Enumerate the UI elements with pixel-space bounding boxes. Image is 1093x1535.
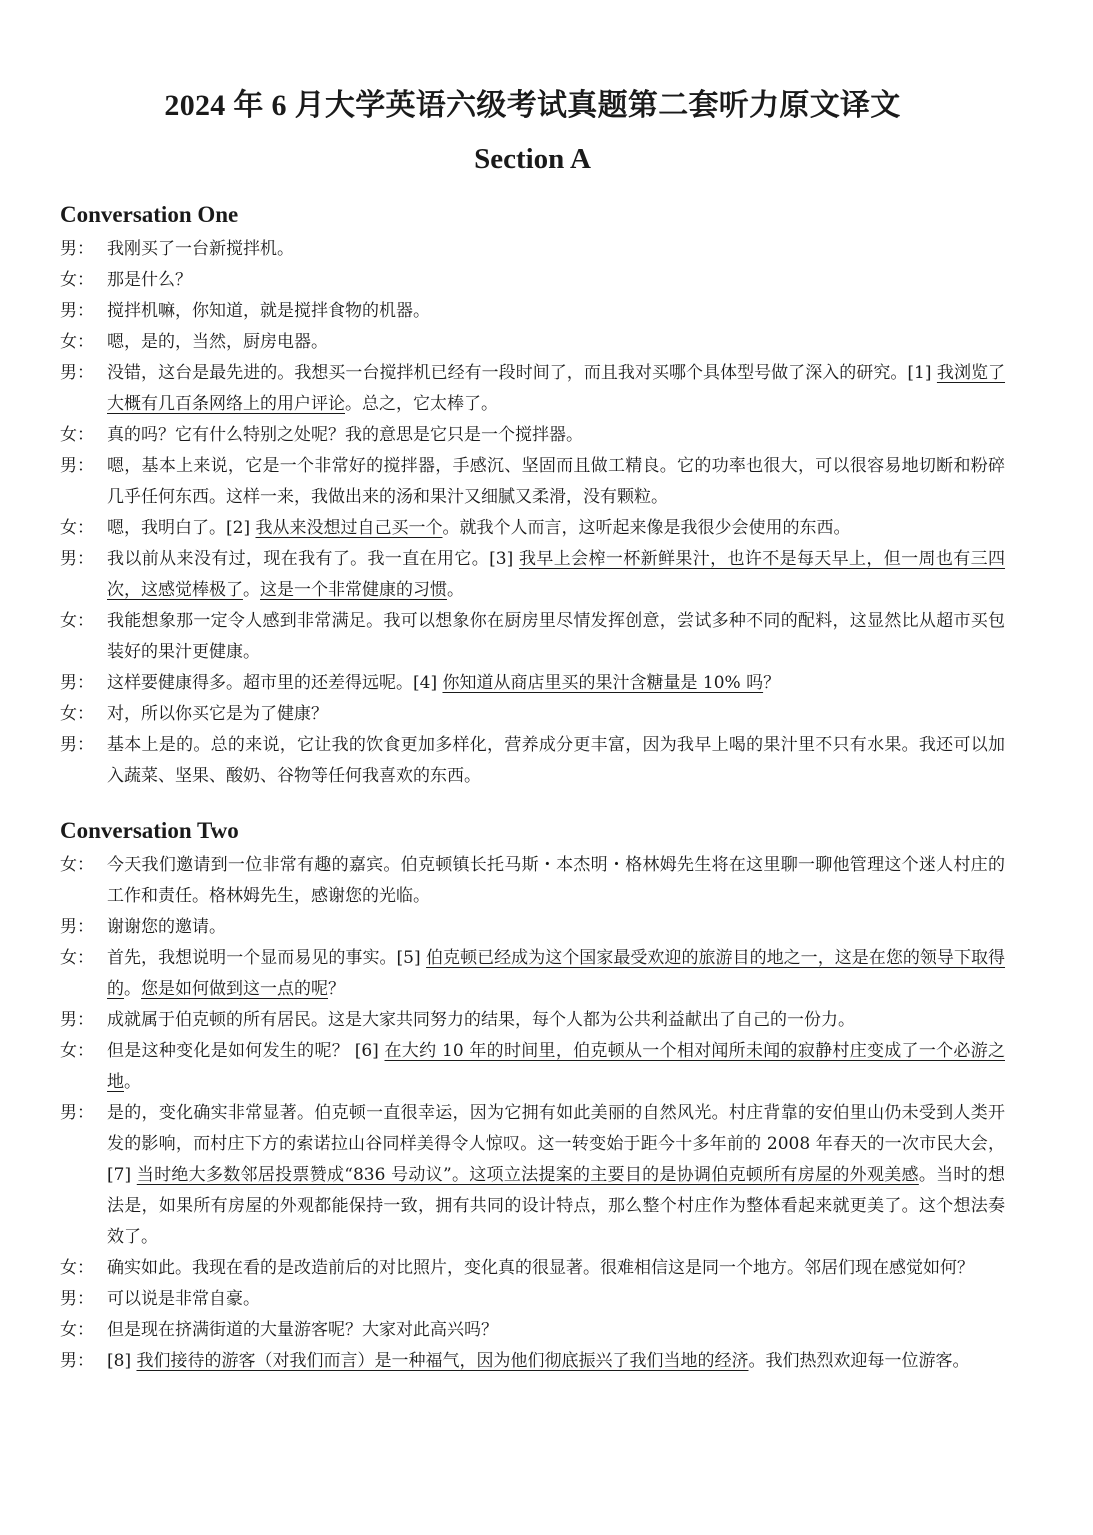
dialogue-line [60, 1098, 1005, 1253]
speaker-label: 女： [60, 332, 94, 352]
text-segment: ？ [763, 673, 781, 693]
text-segment: [8] [107, 1351, 137, 1371]
speaker-label: 女： [60, 855, 94, 875]
dialogue-text [107, 234, 1005, 265]
speaker-label: 男： [60, 549, 94, 569]
dialogue-text [107, 1036, 1005, 1098]
text-segment: 我刚买了一台新搅拌机。 [107, 239, 294, 259]
text-segment: 。 [124, 1072, 141, 1092]
text-segment: 。 [447, 580, 464, 600]
answer-underline: 这是一个非常健康的习惯 [260, 580, 447, 600]
text-segment: 没错，这台是最先进的。我想买一台搅拌机已经有一段时间了，而且我对买哪个具体型号做了深入的研究。[1] [107, 363, 937, 383]
dialogue-text [107, 1346, 1005, 1377]
answer-underline: 我浏览了大概有几百条网络上的用户评论 [107, 363, 1006, 414]
speaker-label: 男： [60, 456, 94, 476]
text-segment: 可以说是非常自豪。 [107, 1289, 260, 1309]
dialogue-text [107, 451, 1005, 513]
dialogue-text [107, 1284, 1005, 1315]
speaker-label: 男： [60, 673, 94, 693]
dialogue-line [60, 606, 1005, 668]
dialogue-text [107, 730, 1005, 792]
conversation-block [60, 814, 1005, 1377]
speaker-label: 男： [60, 1103, 94, 1123]
conversation-heading: Conversation One [60, 202, 239, 227]
speaker-label: 女： [60, 270, 94, 290]
dialogue-text [107, 544, 1005, 606]
dialogue-text [107, 358, 1005, 420]
dialogue-line [60, 850, 1005, 912]
dialogue-line [60, 327, 1005, 358]
speaker-label: 女： [60, 1041, 94, 1061]
speaker-label: 女： [60, 1258, 94, 1278]
dialogue-text [107, 513, 1005, 544]
dialogue-line [60, 1253, 1005, 1284]
text-segment: 是的，变化确实非常显著。伯克顿一直很幸运，因为它拥有如此美丽的自然风光。村庄背靠的安伯里山仍未受到人类开发的影响，而村庄下方的索诺拉山谷同样美得令人惊叹。这一转变始于距今十多年前的 2008 年春天的一次市民大会，[7] [107, 1103, 1005, 1185]
text-segment: 我能想象那一定令人感到非常满足。我可以想象你在厨房里尽情发挥创意，尝试多种不同的配料，这显然比从超市买包装好的果汁更健康。 [107, 611, 1005, 662]
text-segment: 但是这种变化是如何发生的呢？ [6] [107, 1041, 385, 1061]
dialogue-text [107, 912, 1005, 943]
text-segment: 我以前从来没有过，现在我有了。我一直在用它。[3] [107, 549, 520, 569]
conversations [60, 198, 1005, 1377]
dialogue-line [60, 668, 1005, 699]
answer-underline: 你知道从商店里买的果汁含糖量是 10% 吗 [442, 673, 764, 693]
text-segment: 。总之，它太棒了。 [345, 394, 498, 414]
answer-underline: 我从来没想过自己买一个 [255, 518, 443, 538]
dialogue-line [60, 451, 1005, 513]
text-segment: 确实如此。我现在看的是改造前后的对比照片，变化真的很显著。很难相信这是同一个地方。邻居们现在感觉如何？ [107, 1258, 974, 1278]
answer-underline: 伯克顿已经成为这个国家最受欢迎的旅游目的地之一，这是在您的领导下取得的 [107, 948, 1006, 999]
dialogue-text [107, 1098, 1005, 1253]
conversation-heading: Conversation Two [60, 818, 239, 843]
dialogue-text [107, 1253, 1005, 1284]
answer-underline: 您是如何做到这一点的呢 [141, 979, 328, 999]
dialogue-line [60, 1315, 1005, 1346]
text-segment: 成就属于伯克顿的所有居民。这是大家共同努力的结果，每个人都为公共利益献出了自己的一份力。 [107, 1010, 855, 1030]
text-segment: 嗯，基本上来说，它是一个非常好的搅拌器，手感沉、坚固而且做工精良。它的功率也很大，可以很容易地切断和粉碎几乎任何东西。这样一来，我做出来的汤和果汁又细腻又柔滑，没有颗粒。 [107, 456, 1005, 507]
speaker-label: 女： [60, 1320, 94, 1340]
answer-underline: 我们接待的游客（对我们而言）是一种福气，因为他们彻底振兴了我们当地的经济 [136, 1351, 749, 1371]
text-segment: 对，所以你买它是为了健康？ [107, 704, 328, 724]
section-title: Section A [474, 143, 591, 175]
dialogue-line [60, 1284, 1005, 1315]
text-segment: 嗯，是的，当然，厨房电器。 [107, 332, 328, 352]
dialogue-line [60, 358, 1005, 420]
speaker-label: 女： [60, 948, 94, 968]
text-segment: 搅拌机嘛，你知道，就是搅拌食物的机器。 [107, 301, 430, 321]
text-segment: 。我们热烈欢迎每一位游客。 [748, 1351, 970, 1371]
speaker-label: 男： [60, 239, 94, 259]
text-segment: 谢谢您的邀请。 [107, 917, 226, 937]
text-segment: 今天我们邀请到一位非常有趣的嘉宾。伯克顿镇长托马斯・本杰明・格林姆先生将在这里聊一聊他管理这个迷人村庄的工作和责任。格林姆先生，感谢您的光临。 [107, 855, 1005, 906]
speaker-label: 女： [60, 611, 94, 631]
speaker-label: 男： [60, 301, 94, 321]
answer-underline: 在大约 10 年的时间里，伯克顿从一个相对闻所未闻的寂静村庄变成了一个必游之地 [107, 1041, 1005, 1092]
speaker-label: 男： [60, 917, 94, 937]
dialogue-line [60, 296, 1005, 327]
dialogue-text [107, 265, 1005, 296]
text-segment: 这样要健康得多。超市里的还差得远呢。[4] [107, 673, 443, 693]
dialogue-text [107, 668, 1005, 699]
dialogue-line [60, 912, 1005, 943]
answer-underline: 当时绝大多数邻居投票赞成“836 号动议”。这项立法提案的主要目的是协调伯克顿所有房屋的外观美感 [136, 1165, 919, 1185]
speaker-label: 女： [60, 425, 94, 445]
conversation-block [60, 198, 1005, 792]
dialogue-text [107, 699, 1005, 730]
dialogue-line [60, 234, 1005, 265]
document-title: 2024 年 6 月大学英语六级考试真题第二套听力原文译文 [164, 89, 901, 122]
dialogue-text [107, 420, 1005, 451]
text-segment: 首先，我想说明一个显而易见的事实。[5] [107, 948, 427, 968]
answer-underline: 我早上会榨一杯新鲜果汁，也许不是每天早上，但一周也有三四次，这感觉棒极了 [107, 549, 1006, 600]
text-segment: 。当时的想法是，如果所有房屋的外观都能保持一致，拥有共同的设计特点，那么整个村庄作为整体看起来就更美了。这个想法奏效了。 [107, 1165, 1006, 1247]
text-segment: 那是什么？ [107, 270, 192, 290]
dialogue-line [60, 1346, 1005, 1377]
dialogue-line [60, 420, 1005, 451]
dialogue-line [60, 544, 1005, 606]
text-segment: 但是现在挤满街道的大量游客呢？大家对此高兴吗？ [107, 1320, 498, 1340]
dialogue-text [107, 943, 1005, 1005]
speaker-label: 女： [60, 704, 94, 724]
speaker-label: 男： [60, 363, 94, 383]
dialogue-text [107, 327, 1005, 358]
speaker-label: 男： [60, 1351, 94, 1371]
dialogue-line [60, 513, 1005, 544]
speaker-label: 女： [60, 518, 94, 538]
dialogue-line [60, 730, 1005, 792]
dialogue-text [107, 850, 1005, 912]
text-segment: 基本上是的。总的来说，它让我的饮食更加多样化，营养成分更丰富，因为我早上喝的果汁里不只有水果。我还可以加入蔬菜、坚果、酸奶、谷物等任何我喜欢的东西。 [107, 735, 1005, 786]
dialogue-text [107, 296, 1005, 327]
dialogue-text [107, 1005, 1005, 1036]
text-segment: 真的吗？它有什么特别之处呢？我的意思是它只是一个搅拌器。 [107, 425, 583, 445]
dialogue-text [107, 1315, 1005, 1346]
dialogue-line [60, 1005, 1005, 1036]
speaker-label: 男： [60, 1289, 94, 1309]
speaker-label: 男： [60, 735, 94, 755]
dialogue-line [60, 699, 1005, 730]
dialogue-line [60, 265, 1005, 296]
text-segment: 。 [124, 979, 141, 999]
text-segment: 。 [243, 580, 260, 600]
speaker-label: 男： [60, 1010, 94, 1030]
dialogue-line [60, 943, 1005, 1005]
dialogue-text [107, 606, 1005, 668]
text-segment: ？ [328, 979, 345, 999]
dialogue-line [60, 1036, 1005, 1098]
text-segment: 。就我个人而言，这听起来像是我很少会使用的东西。 [442, 518, 851, 538]
text-segment: 嗯，我明白了。[2] [107, 518, 256, 538]
